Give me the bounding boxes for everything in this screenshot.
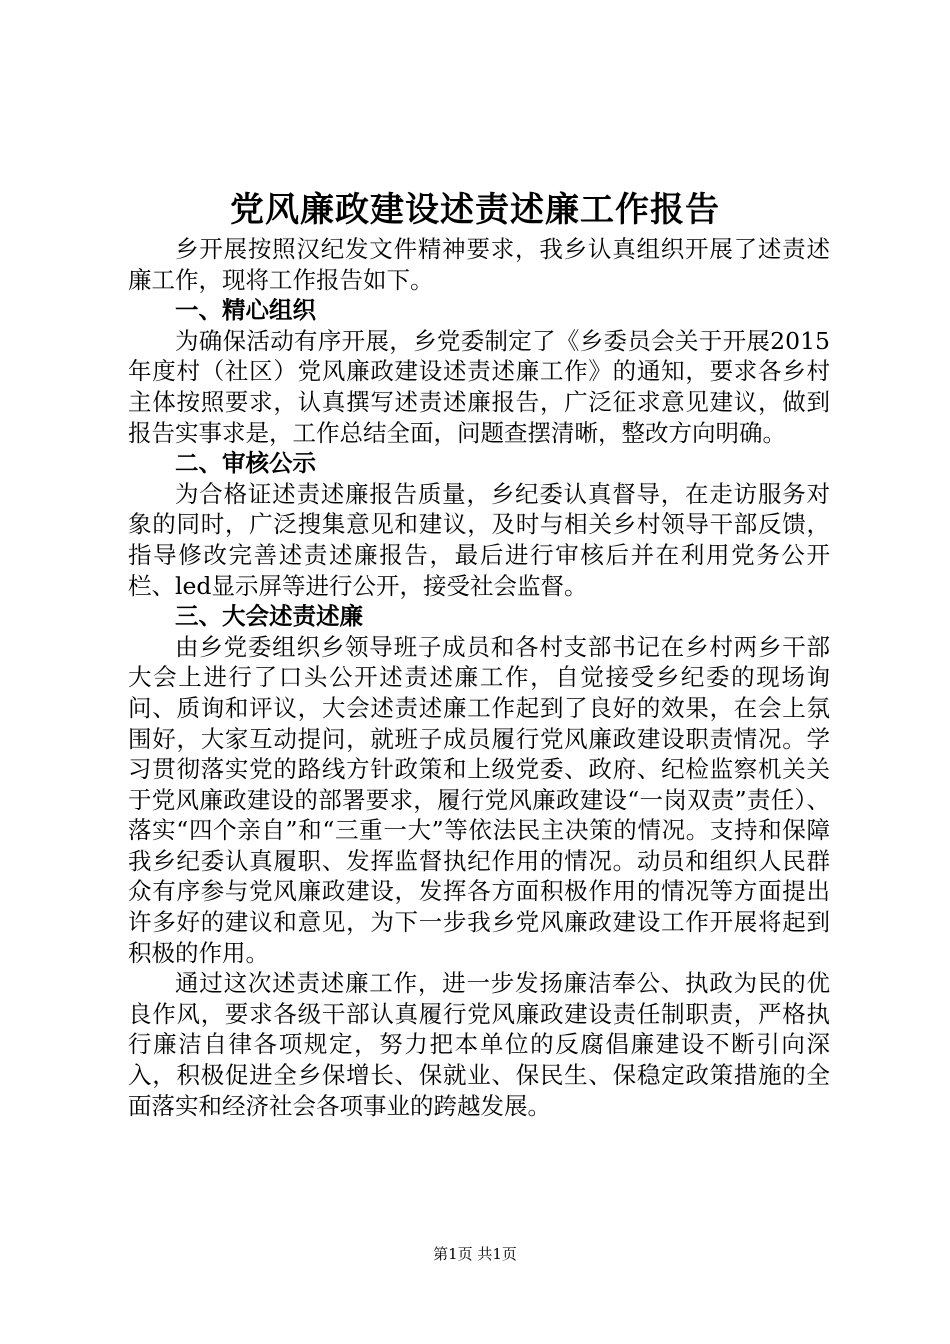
section-2-paragraph-1: 为合格证述责述廉报告质量，乡纪委认真督导，在走访服务对象的同时，广泛搜集意见和建议，及时与相关乡村领导干部反馈，指导修改完善述责述廉报告，最后进行审核后并在利用党务公开栏、led显示屏等进行公开，接受社会监督。	[128, 479, 830, 600]
section-3-paragraph-2: 通过这次述责述廉工作，进一步发扬廉洁奉公、执政为民的优良作风，要求各级干部认真履行党风廉政建设责任制职责，严格执行廉洁自律各项规定，努力把本单位的反腐倡廉建设不断引向深入，积极促进全乡保增长、保就业、保民生、保稳定政策措施的全面落实和经济社会各项事业的跨越发展。	[128, 969, 830, 1120]
section-heading-3: 三、大会述责述廉	[175, 602, 363, 631]
section-heading-1: 一、精心组织	[175, 296, 316, 325]
section-3-paragraph-1: 由乡党委组织乡领导班子成员和各村支部书记在乡村两乡干部大会上进行了口头公开述责述廉工作，自觉接受乡纪委的现场询问、质询和评议，大会述责述廉工作起到了良好的效果，在会上氛围好，大家互动提问，就班子成员履行党风廉政建设职责情况。学习贯彻落实党的路线方针政策和上级党委、政府、纪检监察机关关于党风廉政建设的部署要求，履行党风廉政建设“一岗双责”责任）、落实“四个亲自”和“三重一大”等依法民主决策的情况。支持和保障我乡纪委认真履职、发挥监督执纪作用的情况。动员和组织人民群众有序参与党风廉政建设，发挥各方面积极作用的情况等方面提出许多好的建议和意见，为下一步我乡党风廉政建设工作开展将起到积极的作用。	[128, 632, 830, 967]
intro-paragraph: 乡开展按照汉纪发文件精神要求，我乡认真组织开展了述责述廉工作，现将工作报告如下。	[128, 235, 830, 294]
section-1-paragraph-1: 为确保活动有序开展，乡党委制定了《乡委员会关于开展2015年度村（社区）党风廉政建设述责述廉工作》的通知，要求各乡村主体按照要求，认真撰写述责述廉报告，广泛征求意见建议，做到报告实事求是，工作总结全面，问题查摆清晰，整改方向明确。	[128, 326, 830, 447]
page-footer: 第1页 共1页	[433, 1245, 517, 1263]
document-body	[128, 234, 830, 1121]
section-heading-2: 二、审核公示	[175, 449, 316, 478]
document-title: 党风廉政建设述责述廉工作报告	[230, 190, 720, 230]
